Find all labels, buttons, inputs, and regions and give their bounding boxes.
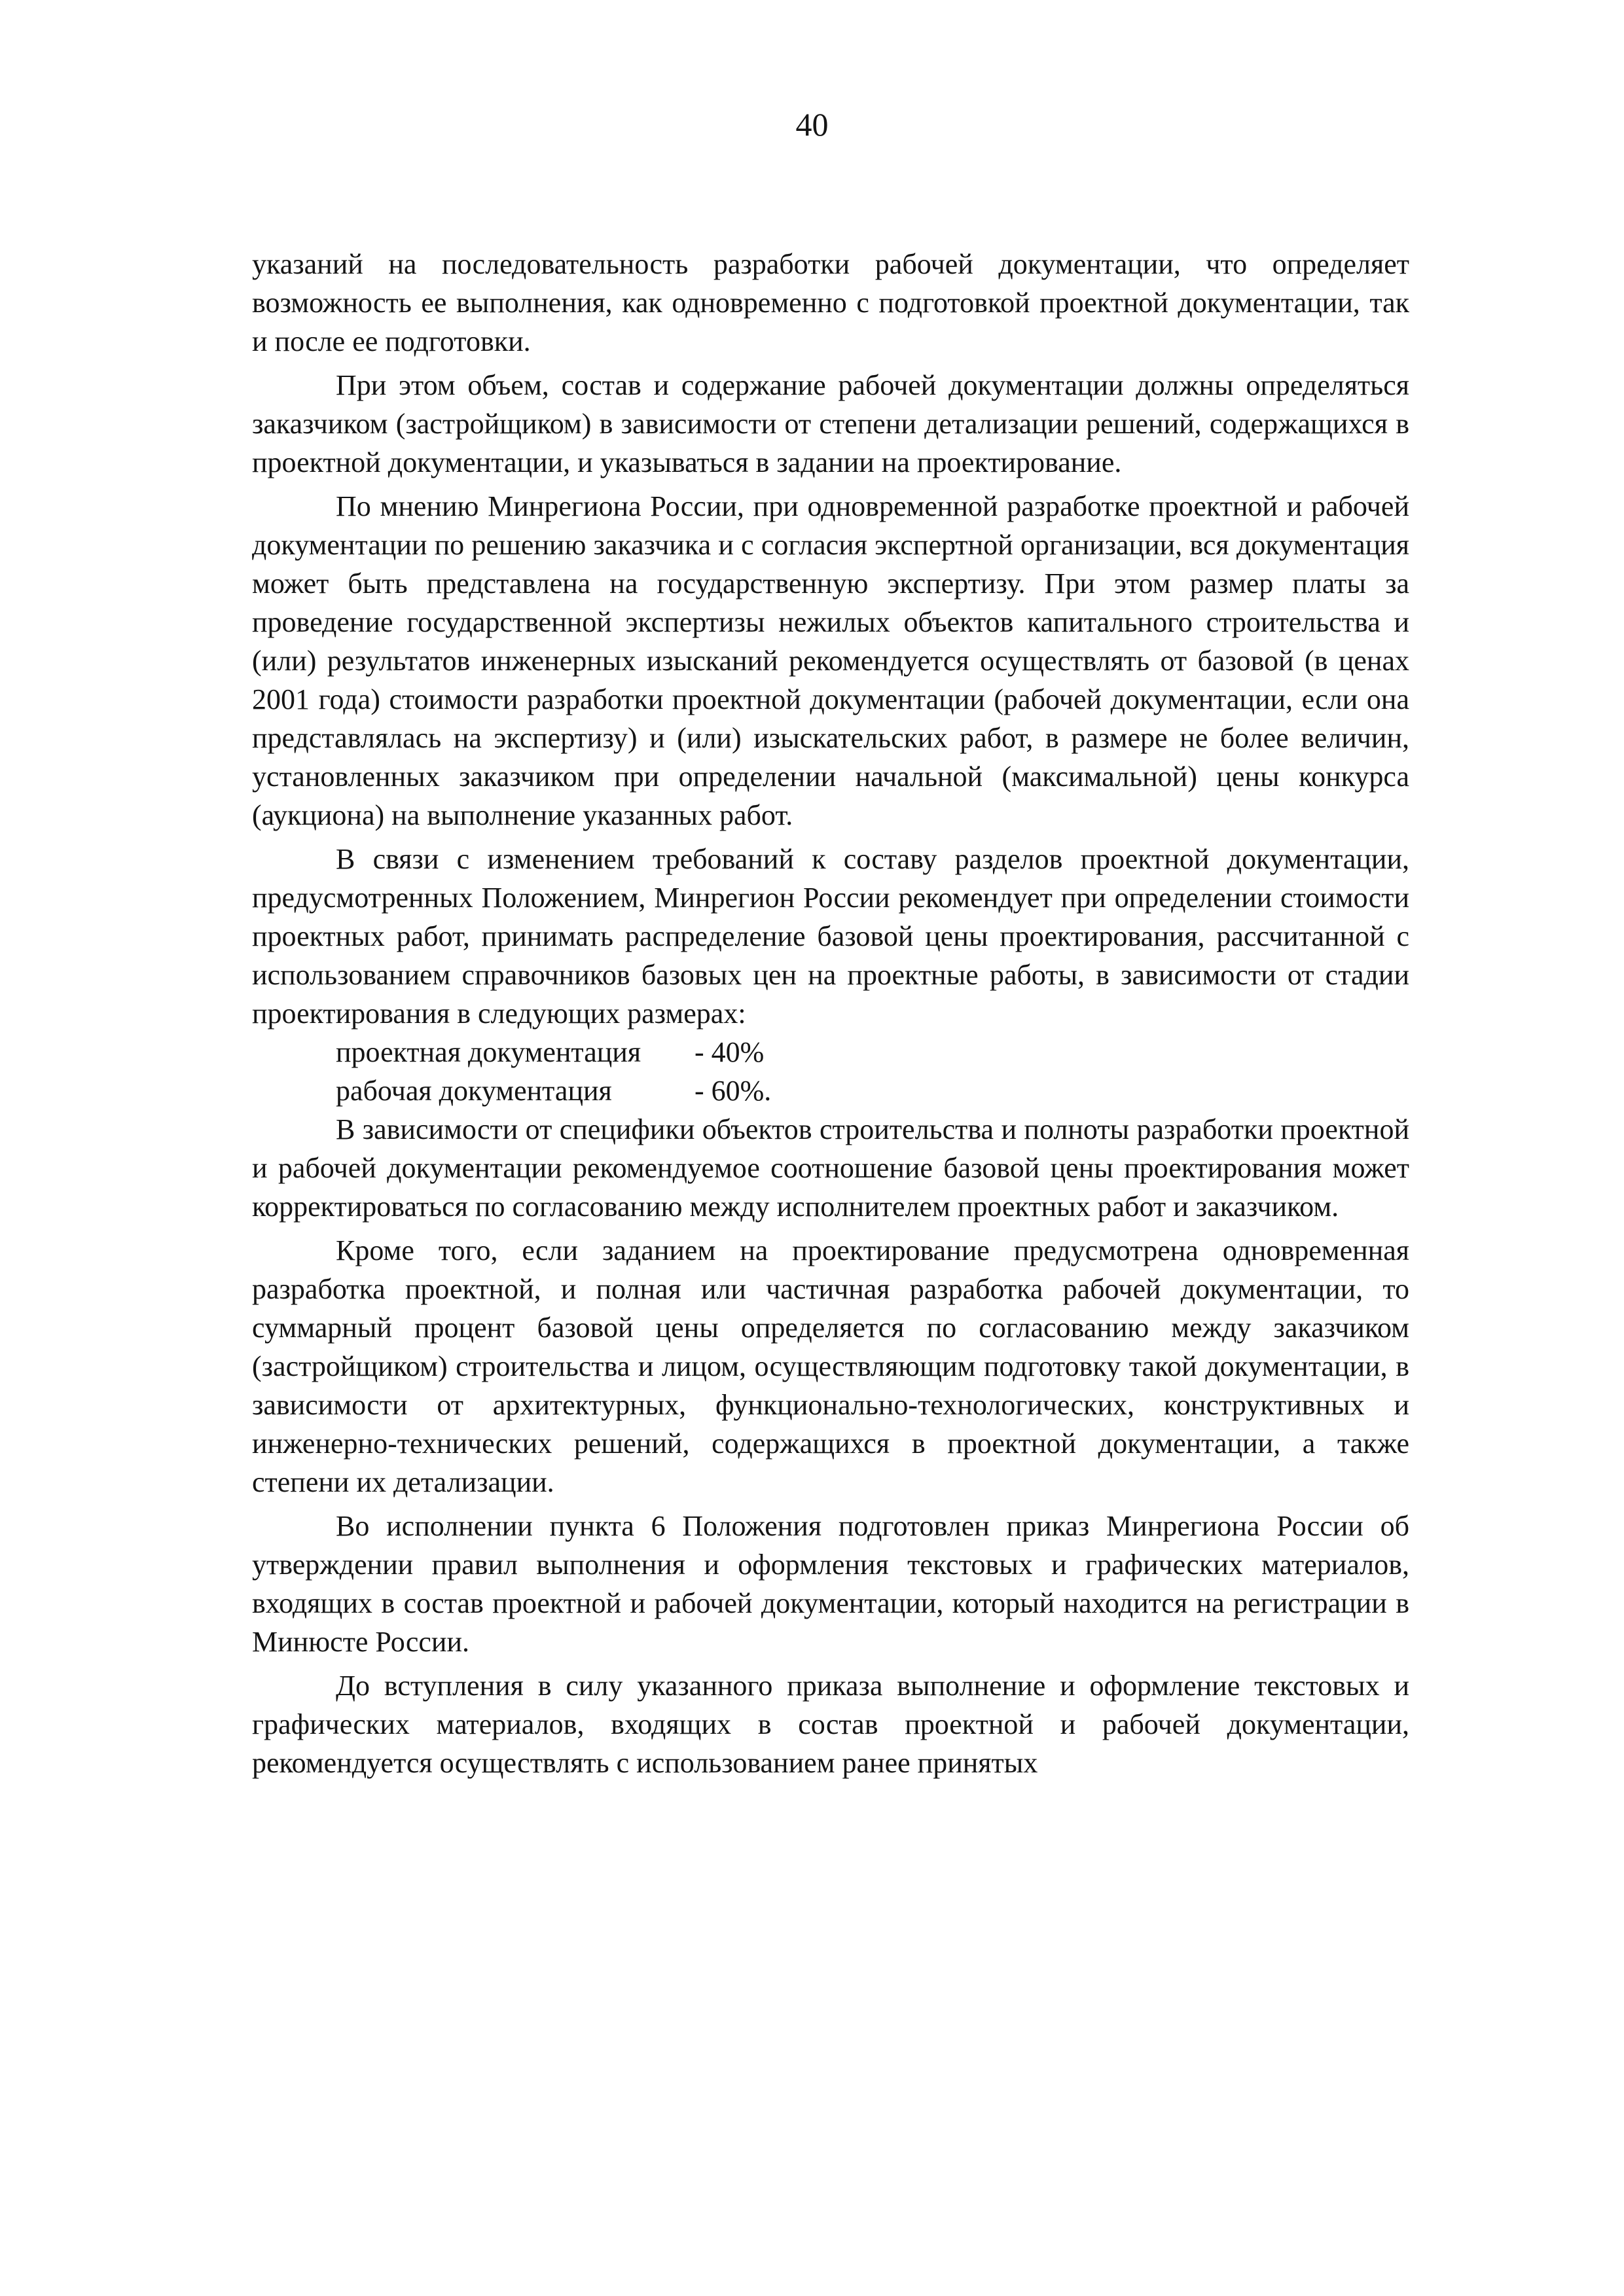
paragraph-2: При этом объем, состав и содержание рабочей документации должны определяться заказчиком (застройщиком) в зависимости от степени детализации решений, содержащихся в проектной документации, и указываться в задании на проектирование. [252,369,1409,478]
page-number: 40 [795,106,829,143]
paragraph-8: До вступления в силу указанного приказа выполнение и оформление текстовых и графических материалов, входящих в состав проектной и рабочей документации, рекомендуется осуществлять с использованием ранее принятых [252,1670,1409,1779]
paragraph-1: указаний на последовательность разработки рабочей документации, что определяет возможность ее выполнения, как одновременно с подготовкой проектной документации, так и после ее подготовки. [252,248,1409,357]
distribution-label: рабочая документация [336,1075,612,1107]
document-body [252,245,1409,1782]
distribution-row [252,1071,1409,1110]
paragraph-3: По мнению Минрегиона России, при одновременной разработке проектной и рабочей документации по решению заказчика и с согласия экспертной организации, вся документация может быть представлена на государственную экспертизу. При этом размер платы за проведение государственной экспертизы нежилых объектов капитального строительства и (или) результатов инженерных изысканий рекомендуется осуществлять от базовой (в ценах 2001 года) стоимости разработки проектной документации (рабочей документации, если она представлялась на экспертизу) и (или) изыскательских работ, в размере не более величин, установленных заказчиком при определении начальной (максимальной) цены конкурса (аукциона) на выполнение указанных работ. [252,490,1409,831]
distribution-value: - 60%. [695,1075,772,1107]
distribution-row [252,1033,1409,1071]
design-cost-distribution [252,1033,1409,1110]
paragraph-7: Во исполнении пункта 6 Положения подготовлен приказ Минрегиона России об утверждении правил выполнения и оформления текстовых и графических материалов, входящих в состав проектной и рабочей документации, который находится на регистрации в Минюсте России. [252,1510,1409,1658]
paragraph-5: В зависимости от специфики объектов строительства и полноты разработки проектной и рабочей документации рекомендуемое соотношение базовой цены проектирования может корректироваться по согласованию между исполнителем проектных работ и заказчиком. [252,1113,1409,1223]
distribution-label: проектная документация [336,1036,641,1068]
distribution-value: - 40% [695,1036,765,1068]
paragraph-6: Кроме того, если заданием на проектирование предусмотрена одновременная разработка проектной, и полная или частичная разработка рабочей документации, то суммарный процент базовой цены определяется по согласованию между заказчиком (застройщиком) строительства и лицом, осуществляющим подготовку такой документации, в зависимости от архитектурных, функционально-технологических, конструктивных и инженерно-технических решений, содержащихся в проектной документации, а также степени их детализации. [252,1234,1409,1498]
paragraph-4: В связи с изменением требований к составу разделов проектной документации, предусмотренных Положением, Минрегион России рекомендует при определении стоимости проектных работ, принимать распределение базовой цены проектирования, рассчитанной с использованием справочников базовых цен на проектные работы, в зависимости от стадии проектирования в следующих размерах: [252,843,1409,1030]
